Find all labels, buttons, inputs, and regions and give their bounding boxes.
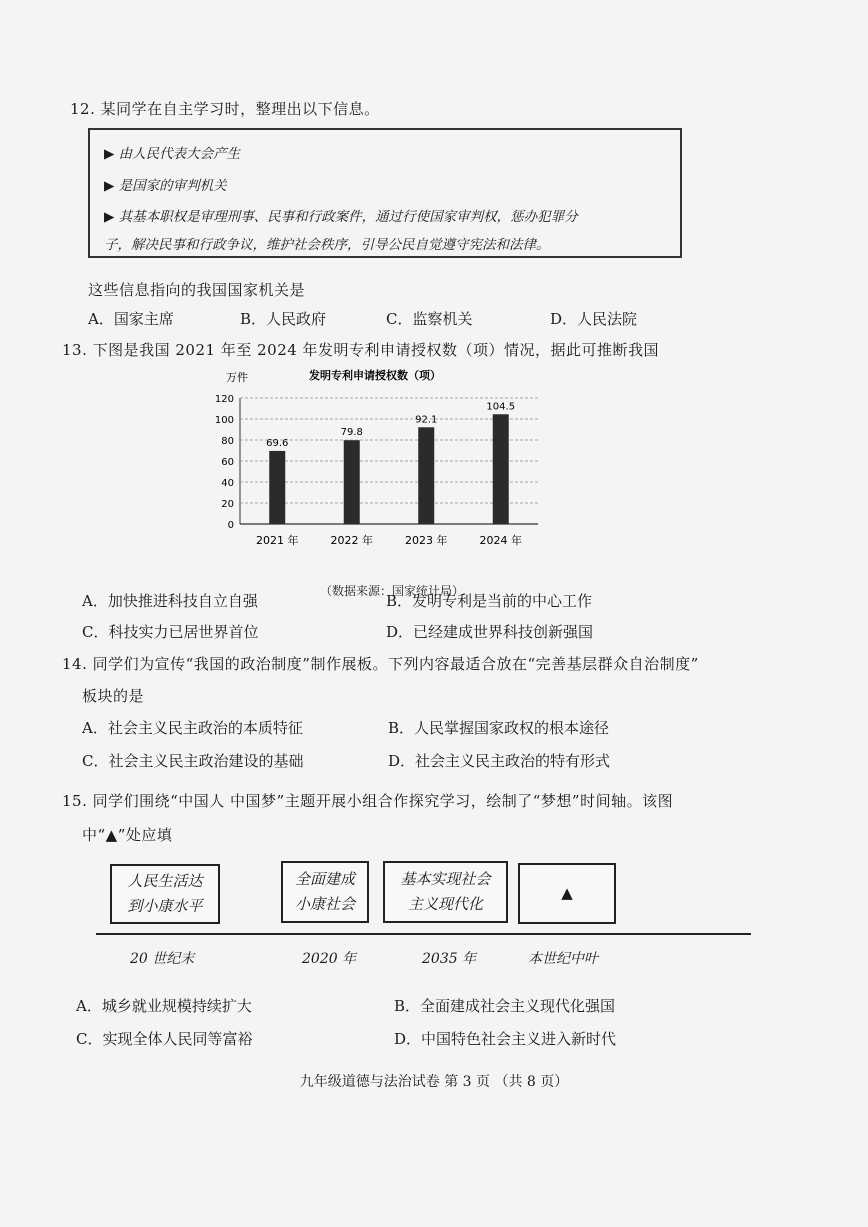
q12-question: 这些信息指向的我国国家机关是: [88, 281, 306, 299]
timeline-label-1: 20 世纪末: [130, 951, 195, 967]
q12-info-2: ▶ 是国家的审判机关: [104, 178, 227, 194]
q12-info-4: 子，解决民事和行政争议，维护社会秩序，引导公民自觉遵守宪法和法律。: [104, 237, 550, 253]
q12-option-b: B．人民政府: [240, 310, 327, 328]
q12-option-c: C．监察机关: [386, 310, 473, 328]
y-tick-label: 0: [227, 520, 234, 531]
timeline-axis: [96, 933, 751, 935]
q14-stem-line2: 板块的是: [82, 687, 145, 705]
chart-title: 发明专利申请授权数（项）: [309, 369, 441, 382]
q15-stem-line1: 15. 同学们围绕“中国人 中国梦”主题开展小组合作探究学习，绘制了“梦想”时间轴。该图: [62, 792, 674, 810]
q15-option-b: B．全面建成社会主义现代化强国: [394, 997, 616, 1015]
x-tick-label-3: 2023 年: [405, 534, 448, 547]
data-label-2: 79.8: [340, 427, 363, 439]
q14-option-a: A．社会主义民主政治的本质特征: [82, 719, 303, 737]
y-tick-label: 40: [221, 478, 234, 489]
q14-stem-line1: 14. 同学们为宣传“我国的政治制度”制作展板。下列内容最适合放在“完善基层群众自治制度”: [62, 655, 699, 673]
data-label-3: 92.1: [415, 414, 438, 426]
data-label-1: 69.6: [266, 437, 289, 449]
q14-option-d: D．社会主义民主政治的特有形式: [388, 752, 611, 770]
q15-option-c: C．实现全体人民同等富裕: [76, 1030, 253, 1048]
q12-info-box: [88, 128, 682, 258]
chart-source: （数据来源：国家统计局）: [320, 584, 465, 598]
patent-bar-chart: [200, 362, 560, 578]
q12-info-3: ▶ 其基本职权是审理刑事、民事和行政案件，通过行使国家审判权，惩办犯罪分: [104, 209, 578, 225]
q12-stem: 12. 某同学在自主学习时，整理出以下信息。: [70, 100, 380, 118]
q15-option-a: A．城乡就业规模持续扩大: [76, 997, 252, 1015]
y-tick-label: 60: [221, 457, 234, 468]
timeline-label-3: 2035 年: [422, 951, 477, 967]
y-tick-label: 120: [214, 394, 234, 405]
x-tick-label-4: 2024 年: [479, 534, 522, 547]
bar-2: [344, 440, 360, 524]
bar-3: [418, 427, 434, 524]
data-label-4: 104.5: [486, 401, 516, 413]
timeline-box-2: 全面建成小康社会: [281, 861, 369, 923]
q13-option-b: B．发明专利是当前的中心工作: [386, 592, 593, 610]
timeline-label-4: 本世纪中叶: [528, 951, 598, 967]
timeline-label-2: 2020 年: [302, 951, 357, 967]
q13-option-d: D．已经建成世界科技创新强国: [386, 623, 594, 641]
timeline-box-3: 基本实现社会主义现代化: [383, 861, 508, 923]
x-tick-label-2: 2022 年: [330, 534, 373, 547]
q13-option-c: C．科技实力已居世界首位: [82, 623, 259, 641]
y-tick-label: 80: [221, 436, 234, 447]
y-tick-label: 100: [214, 415, 234, 426]
q15-option-d: D．中国特色社会主义进入新时代: [394, 1030, 617, 1048]
q12-option-d: D．人民法院: [550, 310, 638, 328]
page-footer: 九年级道德与法治试卷 第 3 页 （共 8 页）: [299, 1074, 569, 1090]
timeline-box-4-placeholder: ▲: [518, 863, 616, 924]
q15-stem-line2: 中“▲”处应填: [82, 826, 173, 844]
q14-option-b: B．人民掌握国家政权的根本途径: [388, 719, 610, 737]
q13-option-a: A．加快推进科技自立自强: [82, 592, 258, 610]
bar-4: [493, 414, 509, 524]
q13-stem: 13. 下图是我国 2021 年至 2024 年发明专利申请授权数（项）情况，据此可推断我国: [62, 341, 660, 359]
y-tick-label: 20: [221, 499, 234, 510]
q12-info-1: ▶ 由人民代表大会产生: [104, 146, 241, 162]
q12-option-a: A．国家主席: [88, 310, 174, 328]
timeline-box-1: 人民生活达到小康水平: [110, 864, 220, 924]
q14-option-c: C．社会主义民主政治建设的基础: [82, 752, 304, 770]
x-tick-label-1: 2021 年: [256, 534, 299, 547]
bar-1: [269, 451, 285, 524]
chart-unit-label: 万件: [226, 371, 248, 384]
